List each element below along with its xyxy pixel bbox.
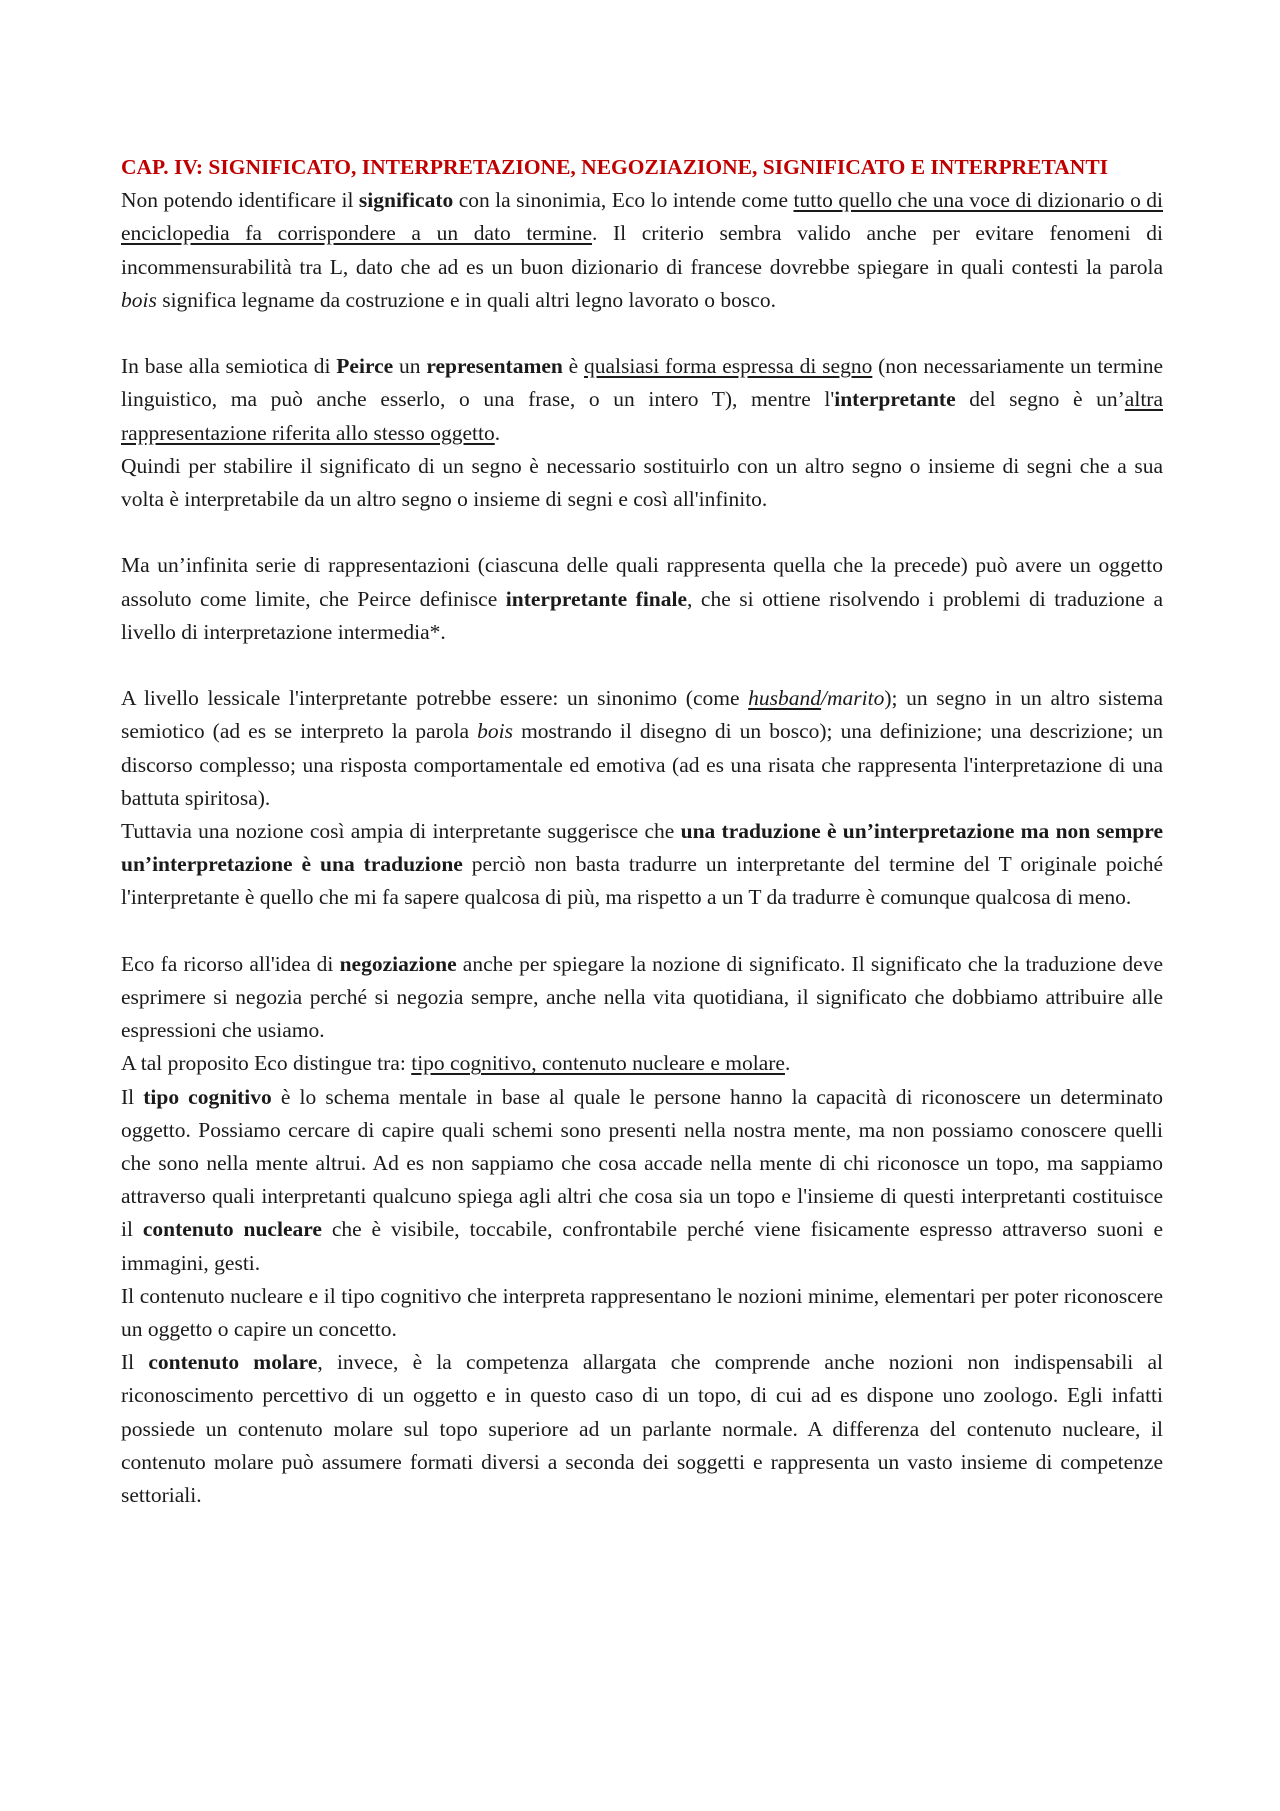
definition-interpretante: altra rappresentazione riferita allo stesso oggetto: [121, 387, 1163, 445]
paragraph-peirce: In base alla semiotica di Peirce un representamen è qualsiasi forma espressa di segno (non necessariamente un termine linguistico, ma può anche esserlo, o una frase, o un intero T), mentre l'interpretante del segno è un’altra rappresentazione riferita allo stesso oggetto.: [121, 354, 1164, 445]
paragraph-contenuto-molare: Il contenuto molare, invece, è la competenza allargata che comprende anche nozioni non indispensabili al riconoscimento percettivo di un oggetto e in questo caso di un topo, di cui ad es dispone uno zoologo. Egli infatti possiede un contenuto molare sul topo superiore ad un parlante normale. A differenza del contenuto nucleare, il contenuto molare può assumere formati diversi a seconda dei soggetti e rappresenta un vasto insieme di competenze settoriali.: [121, 1350, 1163, 1508]
term-negoziazione: negoziazione: [339, 951, 457, 976]
term-contenuto-molare: contenuto molare: [148, 1350, 318, 1375]
term-interpretante-finale: interpretante finale: [505, 586, 688, 611]
definition-underline: tutto quello che una voce di dizionario o di enciclopedia fa corrispondere a un dato termine: [121, 188, 1163, 246]
paragraph-interpretante-finale: Ma un’infinita serie di rappresentazioni (ciascuna delle quali rappresenta quella che la precede) può avere un oggetto assoluto come limite, che Peirce definisce interpretante finale, che si ottiene risolvendo i problemi di traduzione a livello di interpretazione intermedia*.: [121, 553, 1163, 644]
paragraph-gap: [121, 649, 1163, 682]
term-contenuto-nucleare: contenuto nucleare: [142, 1217, 322, 1242]
paragraph-traduzione: Tuttavia una nozione così ampia di interpretante suggerisce che una traduzione è un’interpretazione ma non sempre un’interpretazione è una traduzione perciò non basta tradurre un interpretante del termine del T originale poiché l'interpretante è quello che mi fa sapere qualcosa di più, ma rispetto a un T da tradurre è comunque qualcosa di meno.: [121, 819, 1164, 910]
paragraph-nozioni-minime: Il contenuto nucleare e il tipo cognitivo che interpreta rappresentano le nozioni minime, elementari per poter riconoscere un oggetto o capire un concetto.: [121, 1283, 1163, 1342]
term-interpretante: interpretante: [834, 387, 956, 412]
definition-representamen: qualsiasi forma espressa di segno: [584, 354, 873, 379]
paragraph-gap: [121, 915, 1163, 948]
term-peirce: Peirce: [336, 354, 394, 379]
paragraph-negoziazione: Eco fa ricorso all'idea di negoziazione anche per spiegare la nozione di significato. Il significato che la traduzione deve esprimere si negozia perché si negozia sempre, anche nella vita quotidiana, il significato che dobbiamo attribuire alle espressioni che usiamo.: [121, 951, 1164, 1043]
term-significato: significato: [358, 188, 454, 213]
paragraph-significato: Non potendo identificare il significato con la sinonimia, Eco lo intende come tutto quello che una voce di dizionario o di enciclopedia fa corrispondere a un dato termine. Il criterio sembra valido anche per evitare fenomeni di incommensurabilità tra L, dato che ad es un buon dizionario di francese dovrebbe spiegare in quali contesti la parola bois significa legname da costruzione e in quali altri legno lavorato o bosco.: [121, 188, 1163, 312]
term-representamen: representamen: [426, 354, 563, 379]
paragraph-livello-lessicale: A livello lessicale l'interpretante potrebbe essere: un sinonimo (come husband/marito); un segno in un altro sistema semiotico (ad es se interpreto la parola bois mostrando il disegno di un bosco); una definizione; una descrizione; un discorso complesso; una risposta comportamentale ed emotiva (ad es una risata che rappresenta l'interpretazione di una battuta spiritosa).: [121, 686, 1163, 810]
paragraph-distinzione: A tal proposito Eco distingue tra: tipo cognitivo, contenuto nucleare e molare.: [121, 1051, 791, 1076]
paragraph-tipo-cognitivo: Il tipo cognitivo è lo schema mentale in base al quale le persone hanno la capacità di riconoscere un determinato oggetto. Possiamo cercare di capire quali schemi sono presenti nella nostra mente, ma non possiamo conoscere quelli che sono nella mente altrui. Ad es non sappiamo che cosa accade nella mente di chi riconosce un topo, ma sappiamo attraverso quali interpretanti qualcuno spiega agli altri che cosa sia un topo e l'insieme di questi interpretanti costituisce il contenuto nucleare che è visibile, toccabile, confrontabile perché viene fisicamente espresso attraverso suoni e immagini, gesti.: [121, 1084, 1163, 1275]
term-tipo-cognitivo: tipo cognitivo: [143, 1084, 272, 1109]
document-page: [121, 151, 1163, 1512]
key-statement-traduzione: una traduzione è un’interpretazione ma non sempre un’interpretazione è una traduzione: [121, 819, 1164, 877]
paragraph-gap: [121, 317, 1163, 350]
paragraph-significato-segno: Quindi per stabilire il significato di un segno è necessario sostituirlo con un altro segno o insieme di segni che a sua volta è interpretabile da un altro segno o insieme di segni e così all'infinito.: [121, 453, 1163, 512]
list-underline: tipo cognitivo, contenuto nucleare e molare: [411, 1051, 785, 1076]
word-bois: bois: [121, 287, 157, 312]
word-husband: husband: [748, 686, 822, 711]
word-marito: /marito: [821, 686, 885, 711]
paragraph-gap: [121, 516, 1163, 549]
word-bois: bois: [477, 719, 513, 744]
chapter-title: CAP. IV: SIGNIFICATO, INTERPRETAZIONE, NEGOZIAZIONE, SIGNIFICATO E INTERPRETANTI: [121, 155, 1109, 179]
